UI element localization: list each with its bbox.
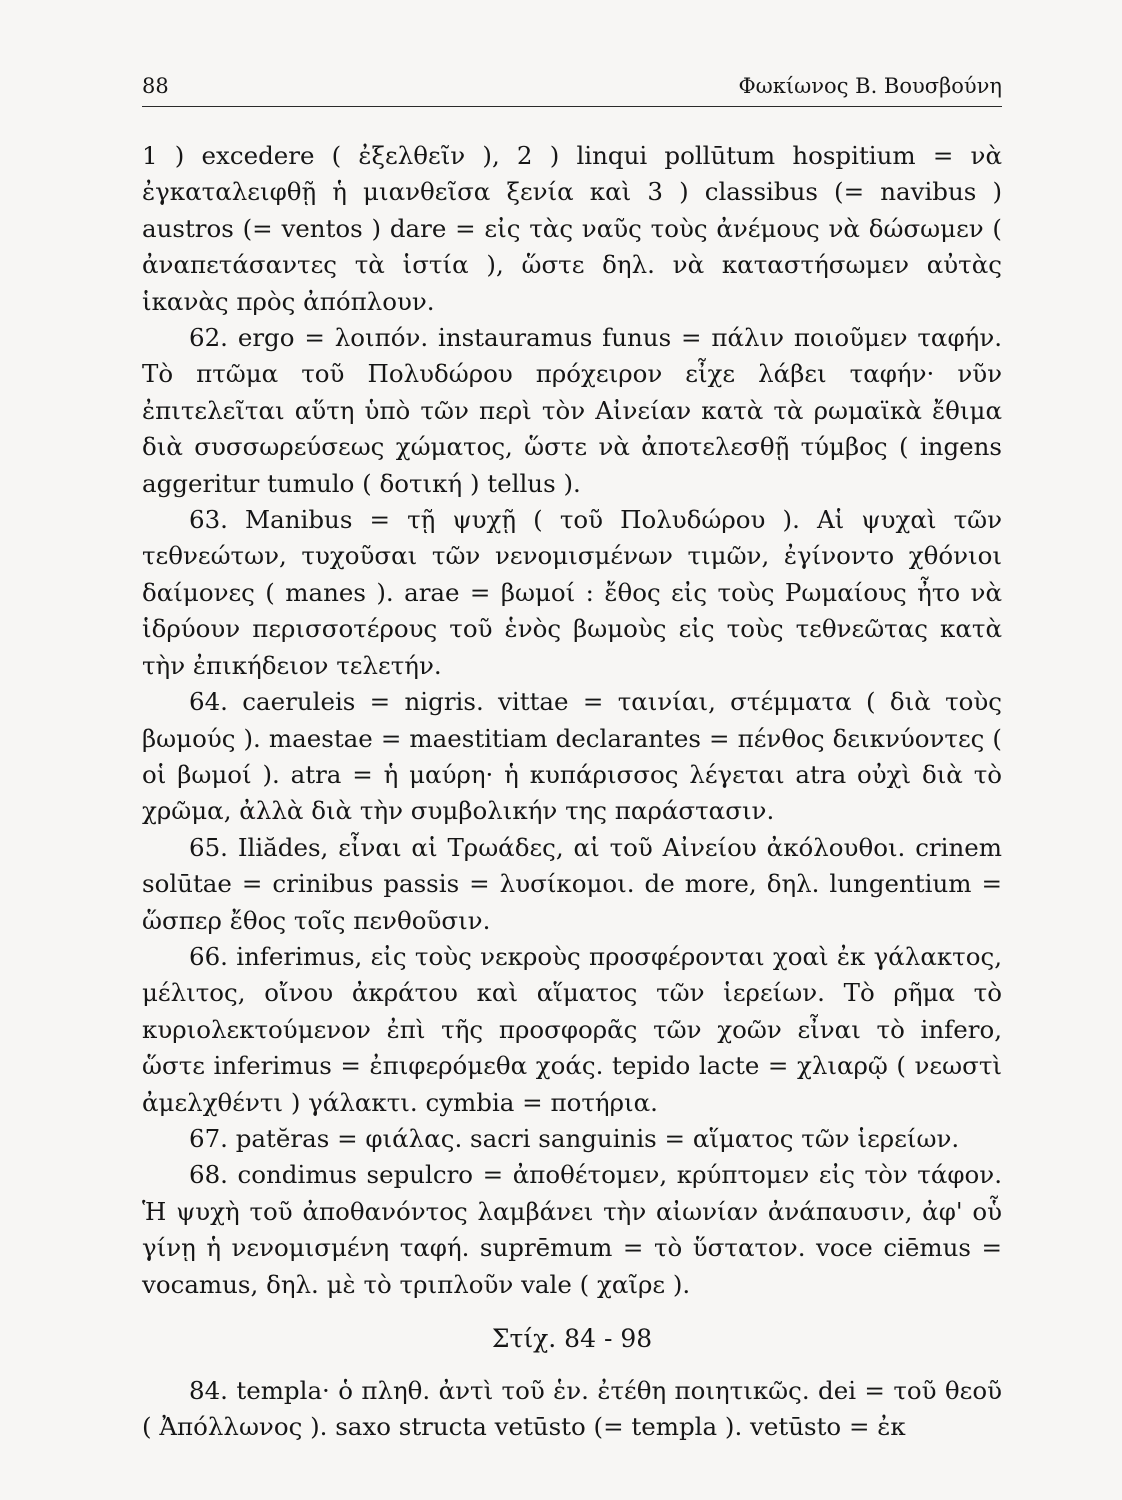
commentary-paragraph: 62. ergo = λοιπόν. instauramus funus = πάλιν ποιοῦμεν ταφήν. Τὸ πτῶμα τοῦ Πολυδώρου πρόχειρον εἶχε λάβει ταφήν· νῦν ἐπιτελεῖται αὕτη ὑπὸ τῶν περὶ τὸν Αἰνείαν κατὰ τὰ ρωμαϊκὰ ἔθιμα διὰ συσσωρεύσεως χώματος, ὥστε νὰ ἀποτελεσθῇ τύμβος ( ingens aggeritur tumulo ( δοτική ) tellus ). <box>142 323 1002 498</box>
running-title: Φωκίωνος Β. Βουσβούνη <box>738 74 1002 98</box>
commentary-paragraph: 64. caeruleis = nigris. vittae = ταινίαι, στέμματα ( διὰ τοὺς βωμούς ). maestae = maestitiam declarantes = πένθος δεικνύοντες ( οἱ βωμοί ). atra = ἡ μαύρη· ἡ κυπάρισσος λέγεται atra οὐχὶ διὰ τὸ χρῶμα, ἀλλὰ διὰ τὴν συμβολικήν της παράστασιν. <box>142 687 1002 826</box>
commentary-paragraph: 84. templa· ὁ πληθ. ἀντὶ τοῦ ἑν. ἐτέθη ποιητικῶς. dei = τοῦ θεοῦ ( Ἀπόλλωνος ). saxo structa vetūsto (= templa ). vetūsto = ἐκ <box>142 1376 1002 1442</box>
commentary-paragraph: 63. Manibus = τῇ ψυχῇ ( τοῦ Πολυδώρου ). Αἱ ψυχαὶ τῶν τεθνεώτων, τυχοῦσαι τῶν νενομισμένων τιμῶν, ἐγίνοντο χθόνιοι δαίμονες ( manes ). arae = βωμοί : ἔθος εἰς τοὺς Ρωμαίους ἦτο νὰ ἱδρύουν περισσοτέρους τοῦ ἑνὸς βωμοὺς εἰς τοὺς τεθνεῶτας κατὰ τὴν ἐπικήδειον τελετήν. <box>142 505 1002 680</box>
page-header <box>142 72 1002 107</box>
commentary-paragraph: 65. Iliădes, εἶναι αἱ Τρωάδες, αἱ τοῦ Αἰνείου ἀκόλουθοι. crinem solūtae = crinibus passis = λυσίκομοι. de more, δηλ. lungentium = ὥσπερ ἔθος τοῖς πενθοῦσιν. <box>142 832 1002 935</box>
page-number: 88 <box>142 74 169 98</box>
commentary-paragraph: 1 ) excedere ( ἐξελθεῖν ), 2 ) linqui pollūtum hospitium = νὰ ἐγκαταλειφθῇ ἡ μιανθεῖσα ξενία καὶ 3 ) classibus (= navibus ) austros (= ventos ) dare = εἰς τὰς ναῦς τοὺς ἀνέμους νὰ δώσωμεν ( ἀναπετάσαντες τὰ ἱστία ), ὥστε δηλ. νὰ καταστήσωμεν αὐτὰς ἱκανὰς πρὸς ἀπόπλουν. <box>142 141 1002 316</box>
commentary-paragraph: 68. condimus sepulcro = ἀποθέτομεν, κρύπτομεν εἰς τὸν τάφον. Ἡ ψυχὴ τοῦ ἀποθανόντος λαμβάνει τὴν αἰωνίαν ἀνάπαυσιν, ἀφ' οὗ γίνῃ ἡ νενομισμένη ταφή. suprēmum = τὸ ὕστατον. voce ciēmus = vocamus, δηλ. μὲ τὸ τριπλοῦν vale ( χαῖρε ). <box>142 1160 1002 1299</box>
section-heading: Στίχ. 84 - 98 <box>491 1324 653 1353</box>
commentary-paragraph: 66. inferimus, εἰς τοὺς νεκροὺς προσφέρονται χοαὶ ἐκ γάλακτος, μέλιτος, οἴνου ἀκράτου καὶ αἵματος τῶν ἱερείων. Τὸ ρῆμα τὸ κυριολεκτούμενον ἐπὶ τῆς προσφορᾶς τῶν χοῶν εἶναι τὸ infero, ὥστε inferimus = ἐπιφερόμεθα χοάς. tepido lacte = χλιαρῷ ( νεωστὶ ἀμελχθέντι ) γάλακτι. cymbia = ποτήρια. <box>142 941 1002 1117</box>
commentary-paragraph: 67. patĕras = φιάλας. sacri sanguinis = αἵματος τῶν ἱερείων. <box>189 1123 960 1153</box>
page-body <box>142 138 1002 1446</box>
